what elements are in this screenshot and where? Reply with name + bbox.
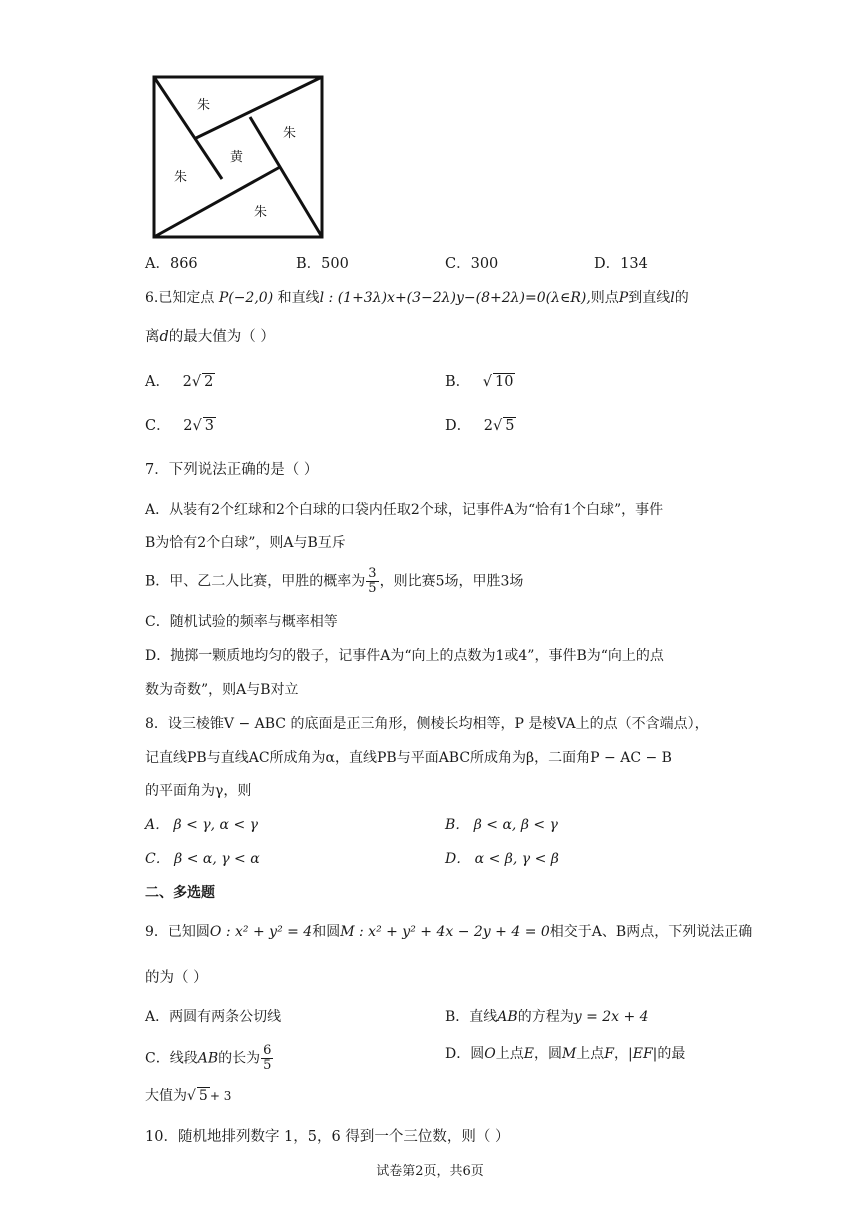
q6-text-2: 和直线 xyxy=(277,290,320,306)
q6-option-d[interactable] xyxy=(445,416,516,436)
figure-line-1 xyxy=(154,77,222,179)
q6-text-5: 的 xyxy=(674,290,689,306)
q7-fraction-numerator: 3 xyxy=(368,566,377,581)
q7-option-b-fraction xyxy=(366,567,378,596)
q5-option-c-text: 300 xyxy=(470,256,499,272)
q9-text-1: 9．已知圆 xyxy=(145,924,210,940)
figure-label-center: 黄 xyxy=(230,150,244,165)
q5-option-a-letter: A． xyxy=(145,256,170,272)
radical-icon: √ xyxy=(191,374,202,390)
q6-option-c[interactable] xyxy=(145,416,216,436)
q9-text-3: 相交于A、B两点，下列说法正确 xyxy=(549,924,753,940)
q6-option-b-letter: B． xyxy=(445,374,471,390)
q9-option-d[interactable] xyxy=(445,1044,685,1064)
q7-option-b-tail: ，则比赛5场，甲胜3场 xyxy=(379,573,524,590)
q7-option-c[interactable]: C．随机试验的频率与概率相等 xyxy=(145,614,338,630)
q9-text-2: 和圆 xyxy=(312,924,341,940)
q5-option-b-text: 500 xyxy=(321,256,349,272)
q9-option-d-tail: 的最 xyxy=(657,1046,686,1062)
q6-text-4: 到直线 xyxy=(628,290,671,306)
q9-option-d-ef: |EF| xyxy=(628,1046,658,1062)
page-footer: 试卷第2页，共6页 xyxy=(376,1164,484,1179)
q9-option-b[interactable] xyxy=(445,1007,649,1027)
q9-last-radicand: 5 xyxy=(198,1088,208,1104)
figure-label-top: 朱 xyxy=(197,98,211,113)
q5-option-a[interactable] xyxy=(145,254,198,274)
q6-option-a-radicand: 2 xyxy=(204,374,214,390)
q6-option-a-coef: 2 xyxy=(182,374,192,390)
q6-var-d: d xyxy=(159,329,169,345)
q6-stem-line-2 xyxy=(145,327,275,347)
q9-option-c-fraction xyxy=(261,1044,273,1073)
q5-option-b-letter: B． xyxy=(296,256,322,272)
q6-var-l: l xyxy=(670,290,675,306)
q9-option-c[interactable] xyxy=(145,1044,274,1073)
q6-stem-line-1 xyxy=(145,288,689,308)
q7-stem: 7．下列说法正确的是（ ） xyxy=(145,462,319,478)
q9-option-d-line-2 xyxy=(145,1086,231,1106)
q9-option-d-m: M xyxy=(561,1046,577,1062)
q9-option-d-text: D．圆 xyxy=(445,1046,485,1062)
zhao-shuang-figure xyxy=(150,73,326,241)
q9-option-d-mid-2: ，圆 xyxy=(533,1046,562,1062)
figure-line-4 xyxy=(154,167,280,237)
section-heading: 二、多选题 xyxy=(145,885,215,901)
q5-option-c[interactable] xyxy=(445,254,498,274)
q6-option-a[interactable] xyxy=(145,372,215,392)
q5-option-d-letter: D． xyxy=(594,256,621,272)
q7-option-b-text: B．甲、乙二人比赛，甲胜的概率为 xyxy=(145,573,366,590)
q6-text-3: 则点 xyxy=(590,290,619,306)
q10-stem: 10．随机地排列数字 1，5，6 得到一个三位数，则（ ） xyxy=(145,1129,510,1145)
q9-fraction-denominator: 5 xyxy=(263,1058,272,1073)
q8-stem-line-2: 记直线PB与直线AC所成角为α，直线PB与平面ABC所成角为β，二面角P − AC − B xyxy=(145,750,672,766)
q8-stem-line-3: 的平面角为γ，则 xyxy=(145,783,252,799)
q8-stem-line-1: 8．设三棱锥V − ABC 的底面是正三角形，侧棱长均相等，P 是棱VA上的点（不含端点）， xyxy=(145,716,709,732)
q6-text-7: 的最大值为（ ） xyxy=(168,329,275,345)
q9-fraction-numerator: 6 xyxy=(263,1043,272,1058)
q9-option-b-ab: AB xyxy=(497,1009,518,1025)
figure-label-bottom: 朱 xyxy=(254,205,268,220)
q6-option-b[interactable] xyxy=(445,372,515,392)
q6-option-a-letter: A． xyxy=(145,374,170,390)
q9-last-text: 大值为 xyxy=(145,1088,187,1104)
q7-option-d-line-2: 数为奇数”，则A与B对立 xyxy=(145,682,299,698)
q9-option-d-e: E xyxy=(523,1046,534,1062)
radical-icon: √ xyxy=(192,418,202,434)
q7-option-d-line-1[interactable]: D．抛掷一颗质地均匀的骰子，记事件A为“向上的点数为1或4”，事件B为“向上的点 xyxy=(145,648,664,664)
q6-option-c-letter: C． xyxy=(145,418,171,434)
q6-option-b-radicand: 10 xyxy=(495,374,514,390)
q9-last-tail: + 3 xyxy=(209,1089,232,1103)
q9-option-c-text: C．线段 xyxy=(145,1050,198,1067)
q6-option-d-radicand: 5 xyxy=(505,418,515,434)
q9-stem-line-1 xyxy=(145,922,752,942)
q6-option-d-letter: D． xyxy=(445,418,472,434)
q7-option-b[interactable] xyxy=(145,567,523,596)
q5-option-d[interactable] xyxy=(594,254,648,274)
q7-option-a-line-1[interactable]: A．从装有2个红球和2个白球的口袋内任取2个球，记事件A为“恰有1个白球”，事件 xyxy=(145,502,664,518)
q9-option-d-mid-4: ， xyxy=(614,1046,629,1062)
q7-option-a-line-2: B为恰有2个白球”，则A与B互斥 xyxy=(145,535,346,551)
q9-stem-line-2: 的为（ ） xyxy=(145,970,208,986)
q6-line-equation: l : (1+3λ)x+(3−2λ)y−(8+2λ)=0(λ∈R), xyxy=(319,290,591,306)
q5-option-b[interactable] xyxy=(296,254,349,274)
q6-text-6: 离 xyxy=(145,329,160,345)
q5-option-a-text: 866 xyxy=(169,256,198,272)
q8-option-b[interactable]: B． β < α, β < γ xyxy=(445,817,558,833)
q9-option-b-mid: 的方程为 xyxy=(517,1009,574,1025)
q9-option-d-mid-1: 上点 xyxy=(495,1046,524,1062)
q9-option-c-mid: 的长为 xyxy=(218,1050,261,1067)
q9-option-a[interactable]: A．两圆有两条公切线 xyxy=(145,1009,282,1025)
q6-point-p: P(−2,0) xyxy=(218,290,274,306)
q9-option-b-equation: y = 2x + 4 xyxy=(573,1009,649,1025)
q6-text-1: 已知定点 xyxy=(158,290,215,306)
q8-option-a[interactable]: A． β < γ, α < γ xyxy=(145,817,259,833)
q9-option-d-mid-3: 上点 xyxy=(576,1046,605,1062)
q9-option-b-text: B．直线 xyxy=(445,1009,498,1025)
q9-option-d-o: O xyxy=(484,1046,496,1062)
q6-option-c-coef: 2 xyxy=(183,418,193,434)
q5-option-c-letter: C． xyxy=(445,256,471,272)
q8-option-d[interactable]: D． α < β, γ < β xyxy=(445,851,559,867)
q6-option-c-radicand: 3 xyxy=(204,418,214,434)
figure-label-right: 朱 xyxy=(283,126,297,141)
q8-option-c[interactable]: C． β < α, γ < α xyxy=(145,851,260,867)
q9-circle-o: O : x² + y² = 4 xyxy=(209,924,313,940)
radical-icon: √ xyxy=(187,1088,196,1104)
radical-icon: √ xyxy=(492,418,503,434)
q6-var-p: P xyxy=(618,290,629,306)
q7-fraction-denominator: 5 xyxy=(368,581,377,596)
q9-option-c-ab: AB xyxy=(197,1050,219,1067)
q6-option-d-coef: 2 xyxy=(483,418,493,434)
q9-option-d-f: F xyxy=(604,1046,615,1062)
q9-circle-m: M : x² + y² + 4x − 2y + 4 = 0 xyxy=(340,924,550,940)
radical-icon: √ xyxy=(482,374,493,390)
figure-label-left: 朱 xyxy=(174,170,188,185)
q6-number: 6. xyxy=(145,290,159,306)
q5-option-d-text: 134 xyxy=(620,256,648,272)
